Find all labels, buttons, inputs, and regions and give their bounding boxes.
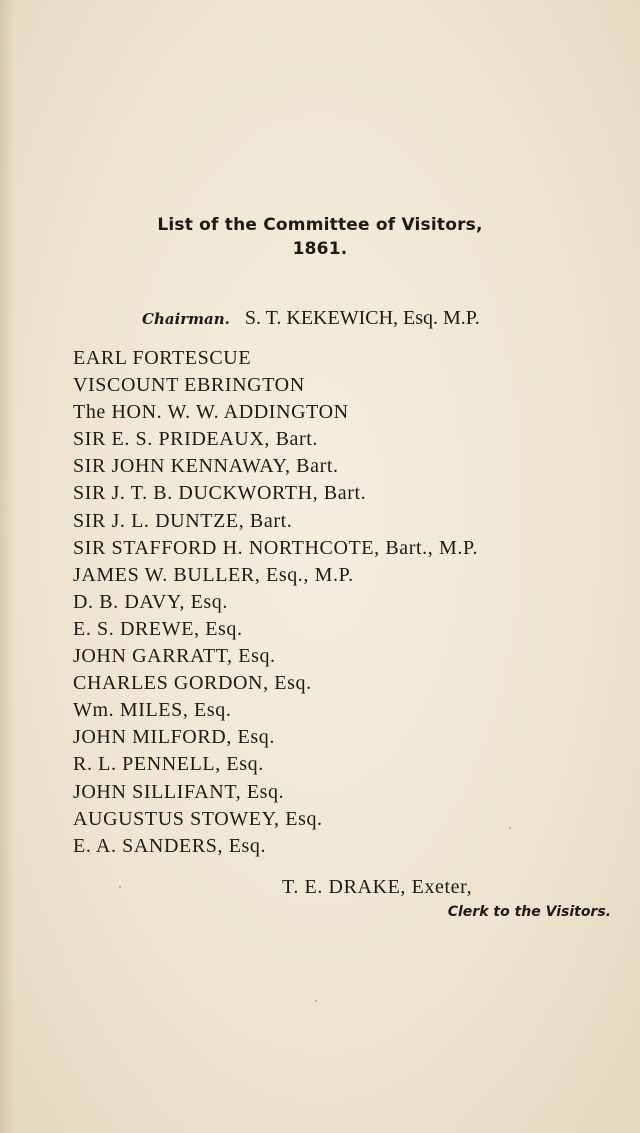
page-title: [0, 213, 640, 261]
committee-member: VISCOUNT EBRINGTON: [73, 374, 305, 397]
clerk-role: Clerk to the Visitors.: [447, 904, 611, 920]
committee-member: SIR J. T. B. DUCKWORTH, Bart.: [73, 482, 367, 505]
committee-member: SIR JOHN KENNAWAY, Bart.: [73, 455, 339, 478]
committee-member: The HON. W. W. ADDINGTON: [73, 401, 349, 424]
title-year: 1861.: [292, 239, 348, 259]
committee-member: JAMES W. BULLER, Esq., M.P.: [73, 563, 354, 586]
committee-member: E. S. DREWE, Esq.: [73, 617, 243, 640]
committee-member: SIR STAFFORD H. NORTHCOTE, Bart., M.P.: [73, 536, 479, 559]
committee-member: AUGUSTUS STOWEY, Esq.: [73, 807, 323, 830]
paper-speck: [315, 1000, 317, 1002]
committee-member: JOHN SILLIFANT, Esq.: [73, 780, 285, 803]
chairman-line: [142, 307, 480, 330]
committee-member: SIR J. L. DUNTZE, Bart.: [73, 509, 293, 532]
paper-speck: [509, 827, 511, 829]
committee-member: E. A. SANDERS, Esq.: [73, 834, 267, 857]
committee-member: JOHN MILFORD, Esq.: [73, 726, 275, 749]
committee-member: Wm. MILES, Esq.: [73, 699, 232, 722]
chairman-name: S. T. KEKEWICH, Esq. M.P.: [244, 307, 480, 329]
clerk-signature: T. E. DRAKE, Exeter,: [282, 876, 473, 898]
committee-member: SIR E. S. PRIDEAUX, Bart.: [73, 428, 319, 451]
committee-member: CHARLES GORDON, Esq.: [73, 672, 312, 695]
title-line-1: List of the Committee of Visitors,: [157, 215, 483, 235]
committee-member: EARL FORTESCUE: [73, 347, 252, 369]
committee-member: R. L. PENNELL, Esq.: [73, 753, 264, 776]
committee-member: D. B. DAVY, Esq.: [73, 590, 229, 613]
page-binding-shadow: [0, 0, 14, 1133]
committee-member: JOHN GARRATT, Esq.: [73, 645, 276, 668]
chairman-label: Chairman.: [142, 310, 230, 328]
committee-member-list: [73, 345, 478, 860]
paper-speck: [119, 886, 121, 888]
